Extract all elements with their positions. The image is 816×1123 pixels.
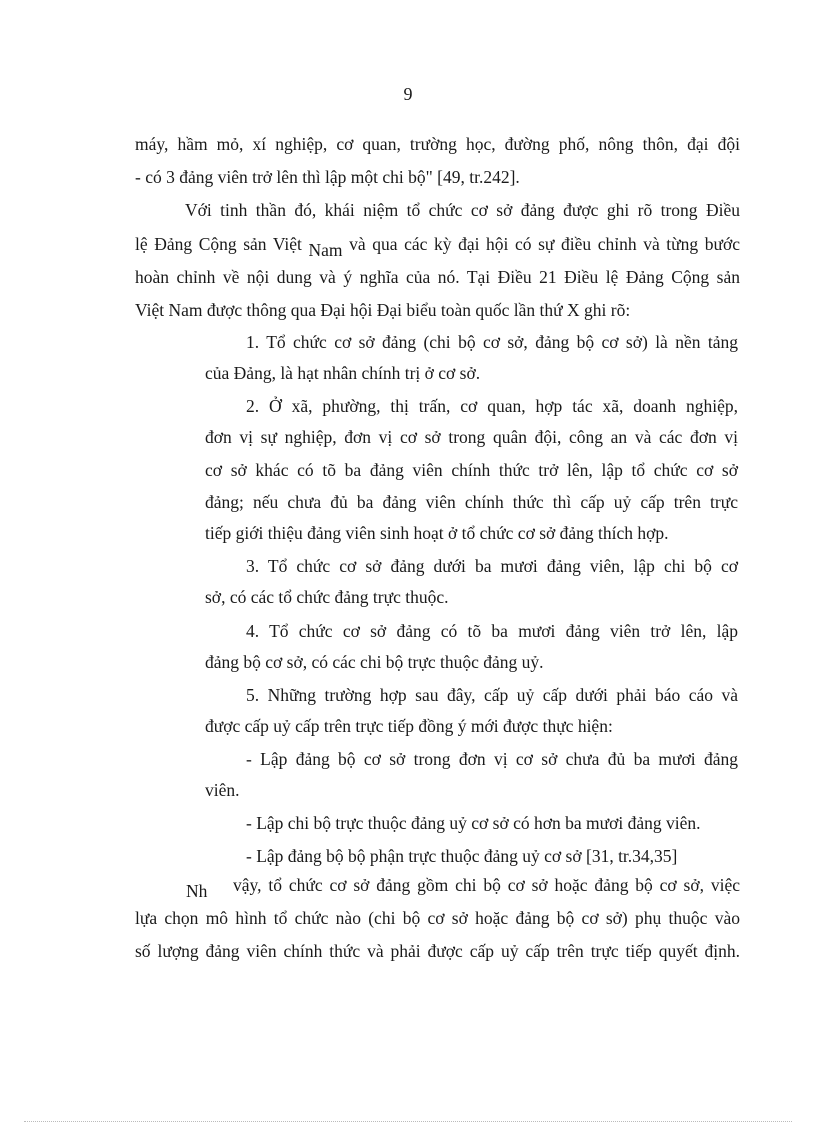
paragraph-line: vậy, tổ chức cơ sở đảng gồm chi bộ cơ sở hoặc đảng bộ cơ sở, việc bbox=[233, 875, 740, 895]
page-bottom-rule bbox=[24, 1121, 792, 1122]
quote-line: đảng bộ cơ sở, có các chi bộ trực thuộc đảng uỷ. bbox=[205, 652, 544, 672]
page-number: 9 bbox=[403, 84, 413, 104]
quote-line: đơn vị sự nghiệp, đơn vị cơ sở trong quân đội, công an và các đơn vị bbox=[205, 427, 738, 447]
quote-line: 2. Ở xã, phường, thị trấn, cơ quan, hợp tác xã, doanh nghiệp, bbox=[246, 396, 738, 416]
quote-line: sở, có các tổ chức đảng trực thuộc. bbox=[205, 587, 449, 607]
quote-line: 3. Tổ chức cơ sở đảng dưới ba mươi đảng viên, lập chi bộ cơ bbox=[246, 556, 738, 576]
paragraph-line-fragment: Nh bbox=[186, 881, 208, 901]
paragraph-line: Việt Nam được thông qua Đại hội Đại biểu toàn quốc lần thứ X ghi rõ: bbox=[135, 300, 631, 320]
quote-line: được cấp uỷ cấp trên trực tiếp đồng ý mới được thực hiện: bbox=[205, 716, 613, 736]
text-fragment-subscript: Nam bbox=[308, 240, 343, 260]
quote-line: 5. Những trường hợp sau đây, cấp uỷ cấp dưới phải báo cáo và bbox=[246, 685, 738, 705]
quote-line: của Đảng, là hạt nhân chính trị ở cơ sở. bbox=[205, 363, 481, 383]
paragraph-line: - có 3 đảng viên trở lên thì lập một chi bộ" [49, tr.242]. bbox=[135, 167, 520, 187]
text-fragment: và qua các kỳ đại hội có sự điều chỉnh và từng bước bbox=[342, 234, 741, 254]
quote-line: viên. bbox=[205, 780, 240, 800]
quote-line: 4. Tổ chức cơ sở đảng có tõ ba mươi đảng viên trở lên, lập bbox=[246, 621, 738, 641]
paragraph-line: lựa chọn mô hình tổ chức nào (chi bộ cơ sở hoặc đảng bộ cơ sở) phụ thuộc vào bbox=[135, 908, 740, 928]
quote-line: - Lập đảng bộ cơ sở trong đơn vị cơ sở chưa đủ ba mươi đảng bbox=[246, 749, 738, 769]
quote-line: tiếp giới thiệu đảng viên sinh hoạt ở tổ chức cơ sở đảng thích hợp. bbox=[205, 523, 669, 543]
quote-line: cơ sở khác có tõ ba đảng viên chính thức trở lên, lập tổ chức cơ sở bbox=[205, 460, 738, 480]
quote-line: - Lập đảng bộ bộ phận trực thuộc đảng uỷ cơ sở [31, tr.34,35] bbox=[246, 846, 678, 866]
paragraph-line bbox=[135, 233, 741, 260]
paragraph-line: máy, hầm mỏ, xí nghiệp, cơ quan, trường học, đường phố, nông thôn, đại đội bbox=[135, 134, 740, 154]
paragraph-line: số lượng đảng viên chính thức và phải được cấp uỷ cấp trên trực tiếp quyết định. bbox=[135, 941, 740, 961]
quote-line: 1. Tổ chức cơ sở đảng (chi bộ cơ sở, đảng bộ cơ sở) là nền tảng bbox=[246, 332, 738, 352]
paragraph-line: hoàn chỉnh về nội dung và ý nghĩa của nó. Tại Điều 21 Điều lệ Đảng Cộng sản bbox=[135, 267, 740, 287]
quote-line: - Lập chi bộ trực thuộc đảng uỷ cơ sở có hơn ba mươi đảng viên. bbox=[246, 813, 701, 833]
quote-line: đảng; nếu chưa đủ ba đảng viên chính thức thì cấp uỷ cấp trên trực bbox=[205, 492, 738, 512]
paragraph-line: Với tinh thần đó, khái niệm tổ chức cơ sở đảng được ghi rõ trong Điều bbox=[185, 200, 740, 220]
text-fragment: lệ Đảng Cộng sản Việt bbox=[135, 234, 309, 254]
